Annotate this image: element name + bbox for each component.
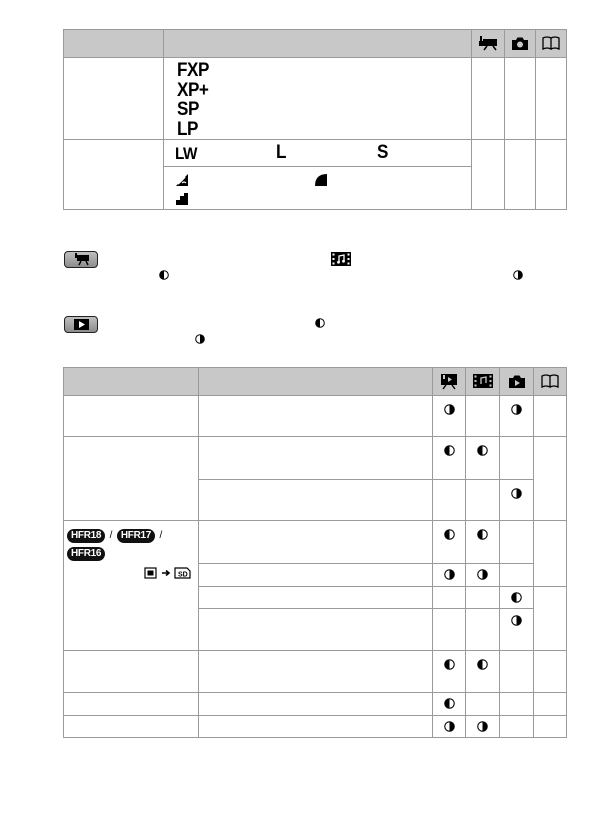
- row-description: [198, 716, 432, 738]
- size-lw: LW: [175, 144, 198, 163]
- half-dot-icon: [477, 569, 488, 580]
- row-cell: [500, 564, 534, 587]
- photo-playback-badge-icon: [64, 316, 98, 333]
- mode-fxp: FXP: [177, 60, 210, 81]
- video-snapshot-icon: [473, 374, 493, 388]
- header-movie-mode: [471, 30, 504, 58]
- header-reference: [535, 30, 566, 58]
- row-label: [64, 693, 199, 716]
- half-dot-icon: [477, 659, 488, 670]
- row-cell: [466, 651, 500, 693]
- header-cell-1: [64, 368, 199, 396]
- row-cell: [533, 587, 566, 651]
- header-photo-playback: [500, 368, 534, 396]
- super-fine-icon: [175, 173, 189, 187]
- row-cell: [433, 437, 466, 480]
- row-cell: [466, 437, 500, 480]
- row-cell: [500, 437, 534, 480]
- row-cell: [433, 521, 466, 564]
- row-label: [64, 716, 199, 738]
- row-cell: [433, 396, 466, 437]
- recording-mode-list: [164, 58, 472, 140]
- model-badge-hfr16: HFR16: [67, 547, 105, 561]
- camera-icon: [511, 36, 529, 51]
- row-cell: [466, 564, 500, 587]
- row-cell: [466, 521, 500, 564]
- row2-col4: [504, 140, 535, 210]
- half-dot-icon: [477, 721, 488, 732]
- header-movie-playback: [433, 368, 466, 396]
- half-dot-icon: [444, 569, 455, 580]
- half-dot-icon: [511, 404, 522, 415]
- row-cell: [500, 651, 534, 693]
- row-cell: [500, 609, 534, 651]
- model-label-cell: HFR18 / HFR17 / HFR16 SD: [64, 521, 199, 651]
- half-dot-icon: [511, 592, 522, 603]
- row-description: [198, 609, 432, 651]
- row-cell: [500, 716, 534, 738]
- half-dot-icon: [315, 318, 325, 328]
- row-cell: [433, 480, 466, 521]
- normal-icon: [175, 192, 189, 206]
- size-s: S: [377, 142, 389, 163]
- row-cell: [433, 716, 466, 738]
- half-dot-icon: [444, 721, 455, 732]
- row-cell: [466, 693, 500, 716]
- book-icon: [541, 36, 561, 50]
- row-cell: [533, 651, 566, 693]
- row1-col3: [471, 58, 504, 140]
- header-photo-mode: [504, 30, 535, 58]
- row-cell: [466, 396, 500, 437]
- row-description: [198, 396, 432, 437]
- half-dot-icon: [477, 529, 488, 540]
- row-cell: [533, 396, 566, 437]
- header-cell-2: [164, 30, 472, 58]
- row-cell: [433, 564, 466, 587]
- row-cell: [466, 716, 500, 738]
- half-dot-icon: [444, 404, 455, 415]
- row-description: [198, 564, 432, 587]
- row-label: [64, 651, 199, 693]
- movie-playback-badge-icon: [64, 251, 98, 268]
- half-dot-icon: [444, 445, 455, 456]
- row-description: [198, 437, 432, 480]
- model-badge-hfr18: HFR18: [67, 529, 105, 543]
- header-cell-2: [198, 368, 432, 396]
- row-cell: [433, 693, 466, 716]
- header-reference: [533, 368, 566, 396]
- photo-size-row: [164, 140, 472, 167]
- half-dot-icon: [511, 615, 522, 626]
- row-cell: [433, 651, 466, 693]
- row1-col5: [535, 58, 566, 140]
- row-cell: [533, 693, 566, 716]
- row1-label: [64, 58, 164, 140]
- row-cell: [500, 480, 534, 521]
- row2-label: [64, 140, 164, 210]
- book-icon: [540, 374, 560, 388]
- photo-playback-icon: [508, 374, 526, 389]
- row-cell: [500, 396, 534, 437]
- photo-quality-row: [164, 167, 472, 210]
- row-cell: [500, 693, 534, 716]
- mode-lp: LP: [177, 118, 199, 140]
- row-cell: [533, 716, 566, 738]
- row2-col5: [535, 140, 566, 210]
- half-dot-icon: [511, 488, 522, 499]
- svg-text:SD: SD: [177, 571, 188, 579]
- row-description: [198, 480, 432, 521]
- row-description: [198, 521, 432, 564]
- row2-col3: [471, 140, 504, 210]
- row-description: [198, 693, 432, 716]
- header-video-snapshot: [466, 368, 500, 396]
- half-dot-icon: [159, 270, 169, 280]
- settings-table-2: [63, 367, 567, 738]
- half-dot-icon: [444, 698, 455, 709]
- row-cell: [533, 437, 566, 521]
- mode-xp-plus: XP+: [177, 79, 209, 101]
- memory-to-card-icon: [144, 567, 192, 579]
- movie-playback-icon: [440, 373, 458, 390]
- row-description: [198, 587, 432, 609]
- half-dot-icon: [477, 445, 488, 456]
- half-dot-icon: [444, 529, 455, 540]
- size-l: L: [276, 142, 287, 163]
- half-dot-icon: [444, 659, 455, 670]
- row-cell: [466, 480, 500, 521]
- video-snapshot-icon: [331, 252, 351, 266]
- movie-camera-icon: [478, 35, 498, 51]
- row-cell: [500, 587, 534, 609]
- model-badge-hfr17: HFR17: [117, 529, 155, 543]
- fine-icon: [314, 173, 328, 187]
- row-cell: [433, 609, 466, 651]
- settings-table-1: [63, 29, 567, 210]
- row-cell: [466, 587, 500, 609]
- row-label: [64, 396, 199, 437]
- row1-col4: [504, 58, 535, 140]
- header-cell-1: [64, 30, 164, 58]
- row-description: [198, 651, 432, 693]
- row-cell: [533, 521, 566, 587]
- row-cell: [433, 587, 466, 609]
- half-dot-icon: [195, 334, 205, 344]
- row-label: [64, 437, 199, 521]
- half-dot-icon: [513, 270, 523, 280]
- row-cell: [466, 609, 500, 651]
- mode-sp: SP: [177, 99, 200, 120]
- row-cell: [500, 521, 534, 564]
